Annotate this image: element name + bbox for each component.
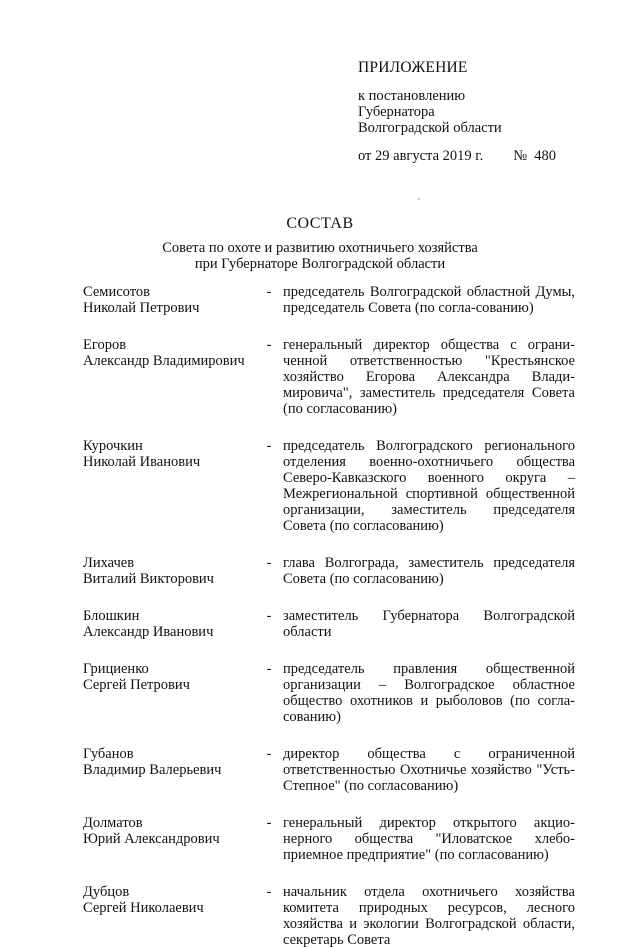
member-row [83, 884, 575, 948]
scan-speck [418, 198, 420, 200]
members-list [83, 284, 575, 948]
member-dash: - [266, 438, 272, 454]
member-given-names: Владимир Валерьевич [83, 762, 222, 778]
resolution-date-line [358, 148, 598, 164]
member-row [83, 438, 575, 534]
member-role: председатель Волгоградского регионального отделения военно-охотничьего общества Северо-Кавказского военного округа – Межрегиональной спортивной общественной организации, заместитель председателя Совета (по согласованию) [283, 438, 575, 534]
member-given-names: Виталий Викторович [83, 571, 214, 587]
member-row [83, 284, 575, 316]
member-name [83, 284, 255, 316]
member-name [83, 884, 255, 916]
appendix-line: Волгоградской области [358, 120, 502, 136]
appendix-title: ПРИЛОЖЕНИЕ [358, 59, 468, 76]
member-dash: - [266, 555, 272, 571]
member-surname: Грициенко [83, 661, 149, 677]
member-given-names: Николай Петрович [83, 300, 200, 316]
member-name [83, 815, 255, 847]
member-surname: Блошкин [83, 608, 140, 624]
composition-subtitle: Совета по охоте и развитию охотничьего хозяйства [162, 240, 478, 256]
member-name [83, 438, 255, 470]
member-name [83, 608, 255, 640]
resolution-number-wrap [513, 148, 556, 164]
member-role: глава Волгограда, заместитель председателя Совета (по согласованию) [283, 555, 575, 587]
member-name [83, 555, 255, 587]
member-role: председатель Волгоградской областной Думы, председатель Совета (по согла-сованию) [283, 284, 575, 316]
member-row [83, 746, 575, 794]
member-row [83, 608, 575, 640]
member-given-names: Николай Иванович [83, 454, 201, 470]
member-role: генеральный директор открытого акцио-нерного общества "Иловатское хлебо-приемное предприятие" (по согласованию) [283, 815, 575, 863]
member-name [83, 661, 255, 693]
member-surname: Лихачев [83, 555, 135, 571]
member-given-names: Сергей Николаевич [83, 900, 204, 916]
member-surname: Егоров [83, 337, 127, 353]
member-surname: Губанов [83, 746, 134, 762]
resolution-number: 480 [534, 148, 557, 164]
member-given-names: Сергей Петрович [83, 677, 190, 693]
member-given-names: Юрий Александрович [83, 831, 220, 847]
member-dash: - [266, 884, 272, 900]
resolution-date: от 29 августа 2019 г. [358, 148, 484, 164]
member-row [83, 815, 575, 863]
member-given-names: Александр Владимирович [83, 353, 245, 369]
member-surname: Дубцов [83, 884, 130, 900]
member-row [83, 661, 575, 725]
number-sign: № [513, 148, 528, 164]
member-surname: Долматов [83, 815, 143, 831]
composition-heading: СОСТАВ [286, 215, 354, 232]
composition-title-block [100, 216, 540, 272]
member-dash: - [266, 337, 272, 353]
appendix-line: Губернатора [358, 104, 435, 120]
member-row [83, 337, 575, 417]
member-role: начальник отдела охотничьего хозяйства комитета природных ресурсов, лесного хозяйства и экологии Волгоградской области, секретарь Совета [283, 884, 575, 948]
member-name [83, 746, 255, 778]
member-row [83, 555, 575, 587]
appendix-block [358, 60, 598, 164]
member-surname: Семисотов [83, 284, 150, 300]
member-dash: - [266, 661, 272, 677]
member-name [83, 337, 255, 369]
member-given-names: Александр Иванович [83, 624, 214, 640]
member-role: директор общества с ограниченной ответственностью Охотничье хозяйство "Усть-Степное" (по согласованию) [283, 746, 575, 794]
composition-subtitle: при Губернаторе Волгоградской области [194, 256, 446, 272]
member-dash: - [266, 746, 272, 762]
member-dash: - [266, 815, 272, 831]
member-role: заместитель Губернатора Волгоградской области [283, 608, 575, 640]
appendix-line: к постановлению [358, 88, 466, 104]
member-role: председатель правления общественной организации – Волгоградское областное общество охотников и рыболовов (по согла-сованию) [283, 661, 575, 725]
member-dash: - [266, 608, 272, 624]
member-role: генеральный директор общества с ограни-ченной ответственностью "Крестьянское хозяйство Егорова Александра Влади-мировича", заместитель председателя Совета (по согласованию) [283, 337, 575, 417]
member-surname: Курочкин [83, 438, 143, 454]
member-dash: - [266, 284, 272, 300]
